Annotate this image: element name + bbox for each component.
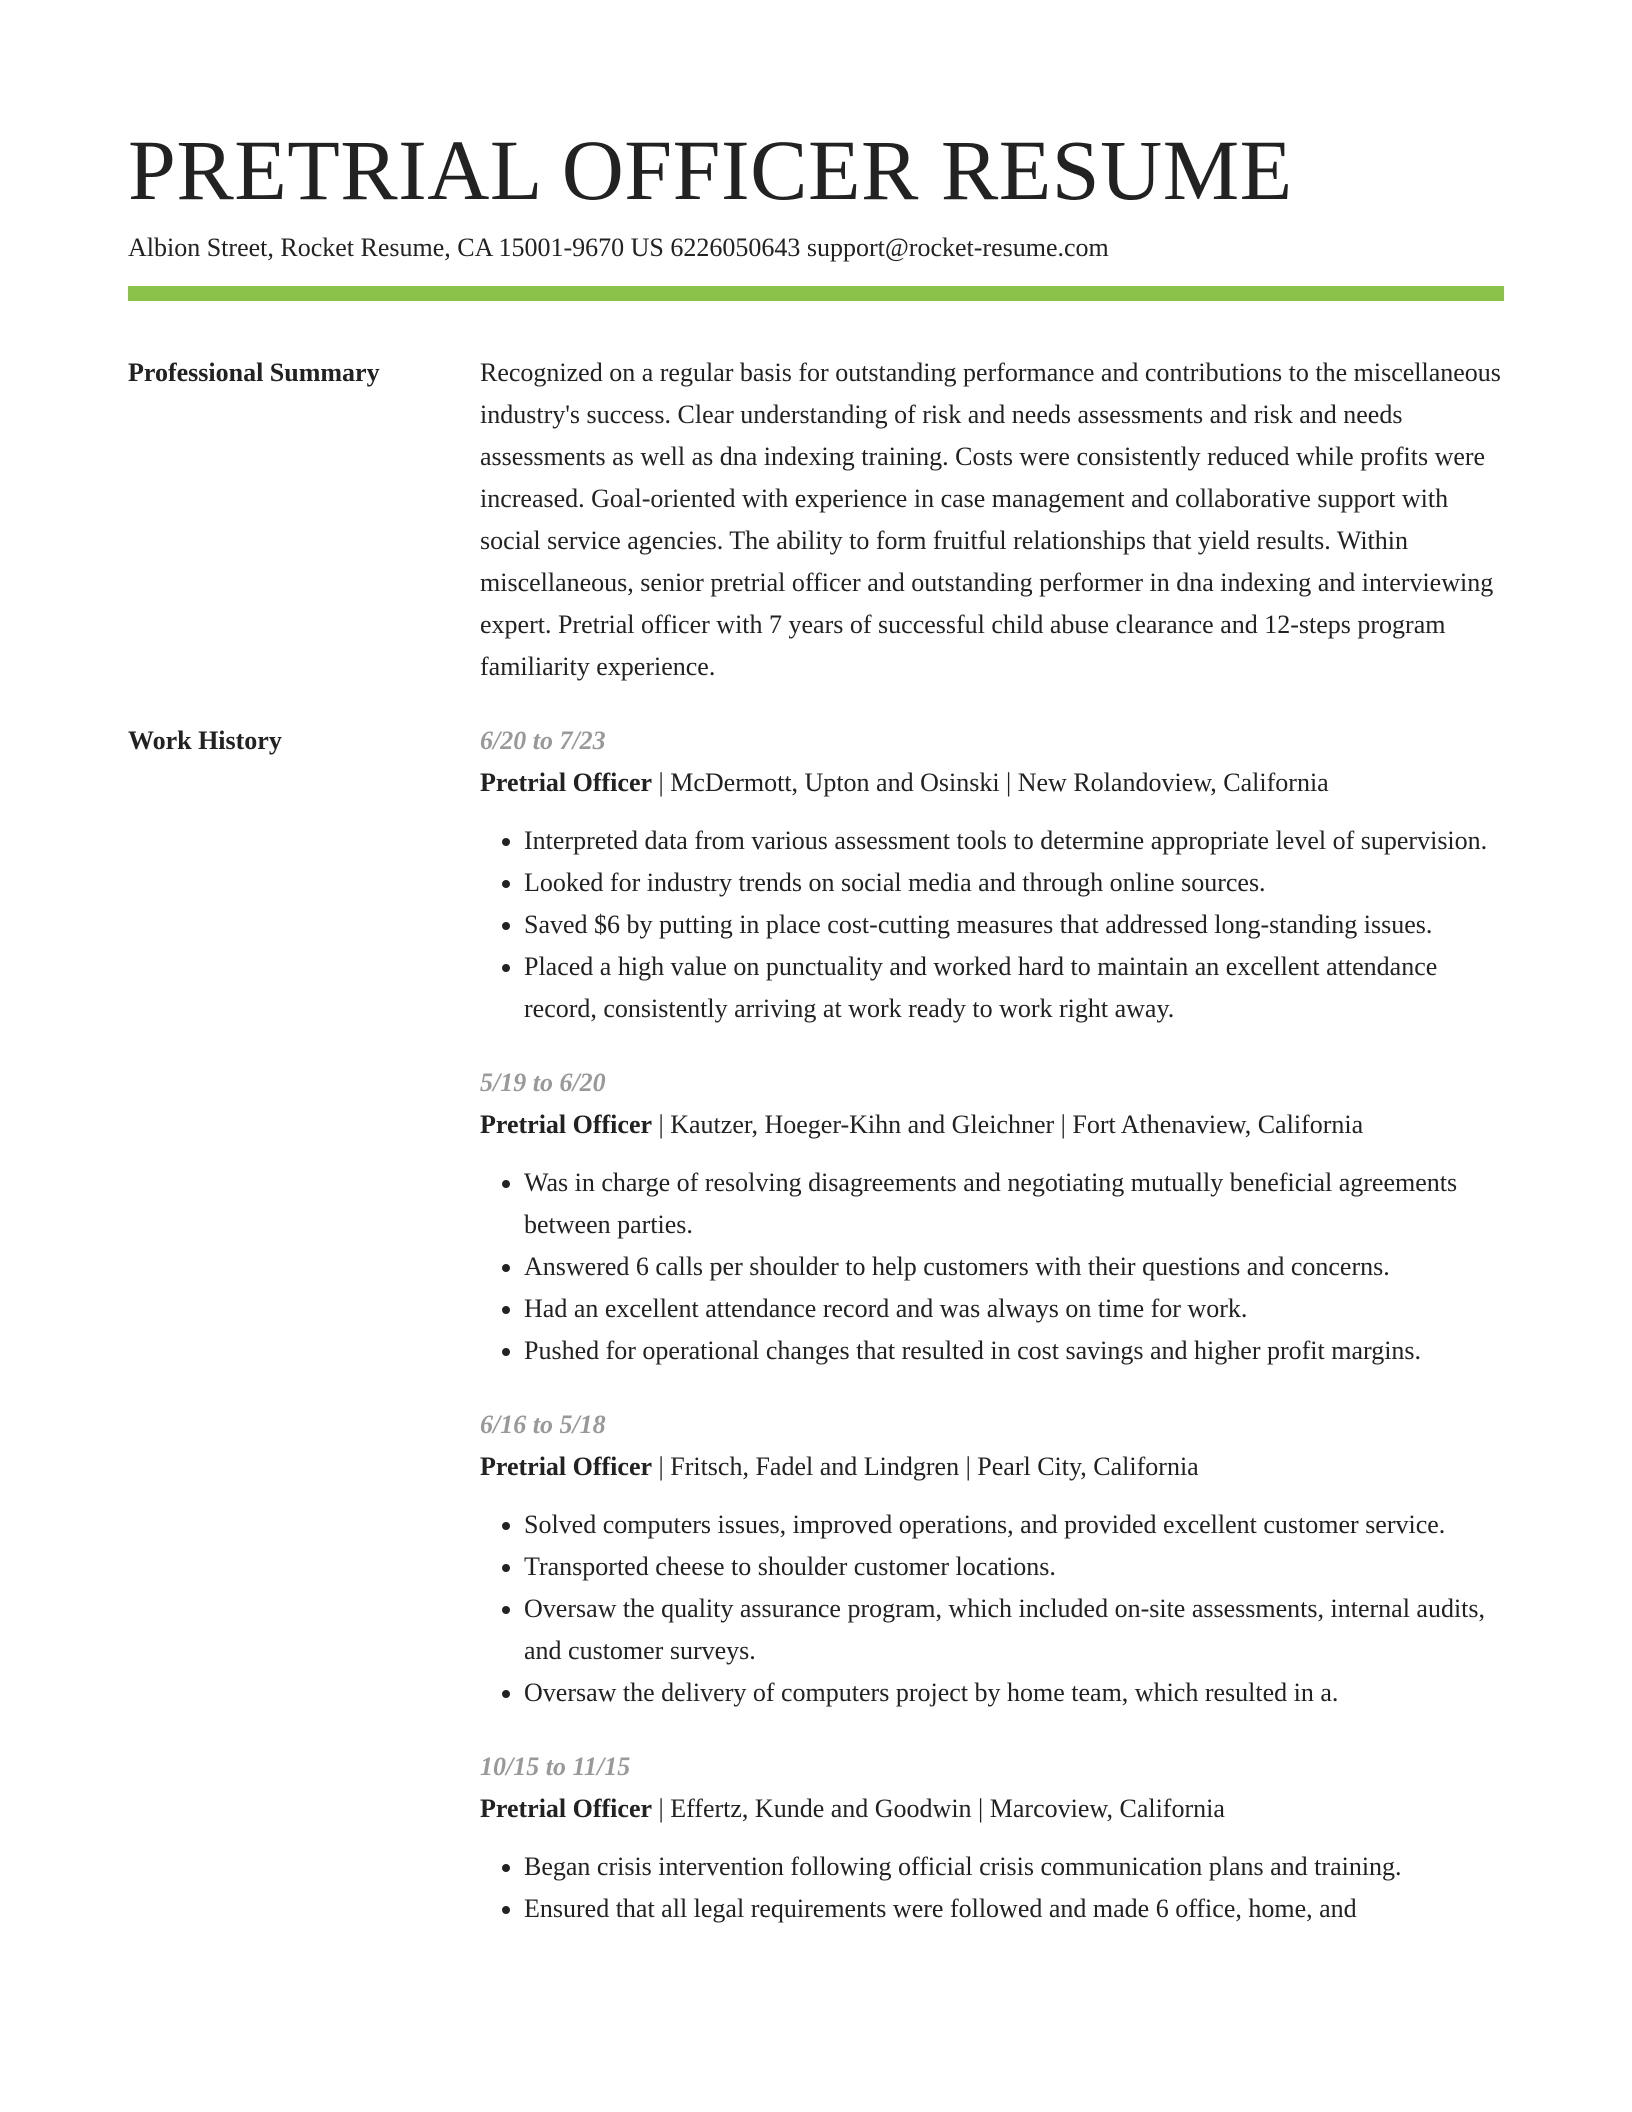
job-dates: 10/15 to 11/15 — [480, 1752, 631, 1781]
job-employer-location: | Kautzer, Hoeger-Kihn and Gleichner | Fort Athenaview, California — [652, 1110, 1364, 1139]
job-bullet: • Interpreted data from various assessment tools to determine appropriate level of supervision. — [524, 820, 1506, 862]
job-bullet: • Oversaw the quality assurance program, which included on-site assessments, internal audits, and customer surveys. — [524, 1588, 1506, 1672]
job-title: Pretrial Officer — [480, 1452, 653, 1481]
job-bullet-list — [480, 1846, 1506, 1930]
job-title: Pretrial Officer — [480, 768, 653, 797]
professional-summary-label: Professional Summary — [128, 358, 380, 387]
job-heading — [480, 1446, 1506, 1488]
job-title: Pretrial Officer — [480, 1794, 653, 1823]
work-history-label: Work History — [128, 726, 282, 755]
job-bullet: • Saved $6 by putting in place cost-cutting measures that addressed long-standing issues. — [524, 904, 1506, 946]
job-entry — [480, 1404, 1506, 1714]
work-history-list — [480, 720, 1506, 1962]
job-bullet: • Pushed for operational changes that resulted in cost savings and higher profit margins. — [524, 1330, 1506, 1372]
job-bullet: • Ensured that all legal requirements were followed and made 6 office, home, and — [524, 1888, 1506, 1930]
job-bullet: • Was in charge of resolving disagreements and negotiating mutually beneficial agreements between parties. — [524, 1162, 1506, 1246]
job-bullet: • Transported cheese to shoulder customer locations. — [524, 1546, 1506, 1588]
job-bullet: • Solved computers issues, improved operations, and provided excellent customer service. — [524, 1504, 1506, 1546]
job-bullet: • Placed a high value on punctuality and worked hard to maintain an excellent attendance record, consistently arriving at work ready to work right away. — [524, 946, 1506, 1030]
job-bullet: • Began crisis intervention following official crisis communication plans and training. — [524, 1846, 1506, 1888]
job-bullet-list — [480, 820, 1506, 1030]
contact-line: Albion Street, Rocket Resume, CA 15001-9670 US 6226050643 support@rocket-resume.com — [128, 233, 1109, 262]
job-bullet-list — [480, 1162, 1506, 1372]
job-employer-location: | Effertz, Kunde and Goodwin | Marcoview, California — [652, 1794, 1225, 1823]
job-heading — [480, 1104, 1506, 1146]
job-bullet: • Answered 6 calls per shoulder to help customers with their questions and concerns. — [524, 1246, 1506, 1288]
job-entry — [480, 1062, 1506, 1372]
job-title: Pretrial Officer — [480, 1110, 653, 1139]
job-bullet-list — [480, 1504, 1506, 1714]
job-employer-location: | Fritsch, Fadel and Lindgren | Pearl City, California — [652, 1452, 1199, 1481]
job-employer-location: | McDermott, Upton and Osinski | New Rolandoview, California — [652, 768, 1329, 797]
job-bullet: • Looked for industry trends on social media and through online sources. — [524, 862, 1506, 904]
job-heading — [480, 762, 1506, 804]
job-dates: 6/16 to 5/18 — [480, 1410, 606, 1439]
professional-summary-body — [480, 352, 1506, 688]
job-dates: 5/19 to 6/20 — [480, 1068, 606, 1097]
job-dates: 6/20 to 7/23 — [480, 726, 606, 755]
job-bullet: • Oversaw the delivery of computers project by home team, which resulted in a. — [524, 1672, 1506, 1714]
job-entry — [480, 720, 1506, 1030]
resume-title: PRETRIAL OFFICER RESUME — [128, 122, 1293, 218]
accent-divider — [128, 286, 1504, 301]
job-entry — [480, 1746, 1506, 1930]
professional-summary-text: Recognized on a regular basis for outstanding performance and contributions to the miscellaneous industry's success. Clear understanding of risk and needs assessments and risk and needs assessments as well as dna indexing training. Costs were consistently reduced while profits were increased. Goal-oriented with experience in case management and collaborative support with social service agencies. The ability to form fruitful relationships that yield results. Within miscellaneous, senior pretrial officer and outstanding performer in dna indexing and interviewing expert. Pretrial officer with 7 years of successful child abuse clearance and 12-steps program familiarity experience. — [480, 358, 1501, 681]
job-heading — [480, 1788, 1506, 1830]
job-bullet: • Had an excellent attendance record and was always on time for work. — [524, 1288, 1506, 1330]
